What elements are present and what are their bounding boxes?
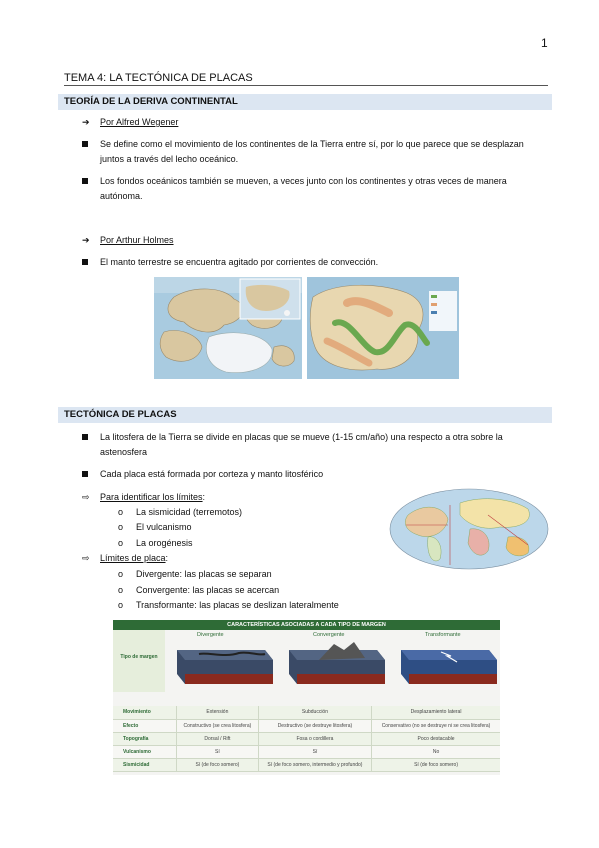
table-row bbox=[113, 732, 500, 745]
table-row-label: Vulcanismo bbox=[113, 745, 177, 758]
tectonica-item-1: La litosfera de la Tierra se divide en placas que se mueve (1-15 cm/año) una respecto a otra sobre la astenosfera bbox=[100, 432, 503, 457]
table-cell: Dorsal / Rift bbox=[177, 732, 259, 745]
list-item bbox=[82, 255, 546, 270]
circle-bullet-icon: o bbox=[118, 585, 124, 595]
holmes-label: Por Arthur Holmes bbox=[100, 235, 174, 245]
limits-suffix: : bbox=[165, 553, 169, 563]
square-bullet-icon bbox=[82, 255, 100, 270]
list-item bbox=[82, 174, 546, 204]
table-cell: Constructivo (se crea litosfera) bbox=[177, 719, 259, 732]
table-row-label: Efecto bbox=[113, 719, 177, 732]
identify-item-3: La orogénesis bbox=[136, 538, 193, 548]
pangea-map-image bbox=[154, 277, 302, 379]
table-cell: Sí bbox=[258, 745, 371, 758]
list-item bbox=[118, 505, 242, 520]
wegener-label: Por Alfred Wegener bbox=[100, 117, 179, 127]
wegener-item-2: Los fondos oceánicos también se mueven, a veces junto con los continentes y otras veces de manera autónoma. bbox=[100, 176, 507, 201]
identify-suffix: : bbox=[202, 492, 206, 502]
convection-map-image bbox=[307, 277, 459, 379]
arrow-right-icon: ➔ bbox=[82, 235, 90, 245]
column-header-convergente: Convergente bbox=[313, 632, 345, 638]
hollow-arrow-icon: ⇨ bbox=[82, 492, 90, 502]
circle-bullet-icon: o bbox=[118, 507, 124, 517]
table-cell: Extensión bbox=[177, 706, 259, 719]
limits-label-row bbox=[82, 551, 168, 566]
list-item bbox=[82, 430, 546, 460]
table-cell: Sí bbox=[177, 745, 259, 758]
table-cell: Conservativo (no se destruye ni se crea litosfera) bbox=[372, 719, 500, 732]
circle-bullet-icon: o bbox=[118, 522, 124, 532]
list-item bbox=[118, 567, 272, 582]
circle-bullet-icon: o bbox=[118, 538, 124, 548]
circle-bullet-icon: o bbox=[118, 569, 124, 579]
list-item bbox=[118, 583, 279, 598]
column-header-transformante: Transformante bbox=[425, 632, 461, 638]
table-cell: Poco destacable bbox=[372, 732, 500, 745]
figure-table-header: CARACTERÍSTICAS ASOCIADAS A CADA TIPO DE MARGEN bbox=[113, 620, 500, 630]
page-number: 1 bbox=[541, 36, 548, 50]
table-cell: Sí (de foco somero) bbox=[177, 758, 259, 771]
hollow-arrow-icon: ⇨ bbox=[82, 553, 90, 563]
table-row-label: Movimiento bbox=[113, 706, 177, 719]
limits-item-1: Divergente: las placas se separan bbox=[136, 569, 272, 579]
square-bullet-icon bbox=[82, 174, 100, 204]
wegener-item-1: Se define como el movimiento de los continentes de la Tierra entre sí, por lo que parece que se desplazan juntos a través del lecho oceánico. bbox=[100, 139, 524, 164]
identify-label-row bbox=[82, 490, 205, 505]
table-row bbox=[113, 719, 500, 732]
list-item bbox=[118, 536, 193, 551]
square-bullet-icon bbox=[82, 137, 100, 167]
limits-item-3: Transformante: las placas se deslizan lateralmente bbox=[136, 600, 339, 610]
list-item bbox=[118, 520, 192, 535]
table-cell: Destructivo (se destruye litosfera) bbox=[258, 719, 371, 732]
section-heading-tectonica: TECTÓNICA DE PLACAS bbox=[58, 407, 552, 423]
table-cell: Fosa o cordillera bbox=[258, 732, 371, 745]
margin-blocks-illustration bbox=[169, 640, 499, 692]
table-row-label: Topografía bbox=[113, 732, 177, 745]
table-cell: Desplazamiento lateral bbox=[372, 706, 500, 719]
table-row bbox=[113, 758, 500, 771]
holmes-item-1: El manto terrestre se encuentra agitado por corrientes de convección. bbox=[100, 257, 379, 267]
tectonica-item-2: Cada placa está formada por corteza y manto litosférico bbox=[100, 469, 324, 479]
list-item bbox=[82, 467, 546, 482]
list-item bbox=[82, 137, 546, 167]
row-label-type: Tipo de margen bbox=[120, 654, 158, 660]
table-cell: No bbox=[372, 745, 500, 758]
table-row bbox=[113, 745, 500, 758]
square-bullet-icon bbox=[82, 467, 100, 482]
limits-label: Límites de placa bbox=[100, 553, 166, 563]
table-cell: Sí (de foco somero) bbox=[372, 758, 500, 771]
plate-margins-table bbox=[113, 706, 500, 772]
arrow-right-icon: ➔ bbox=[82, 117, 90, 127]
table-row bbox=[113, 706, 500, 719]
square-bullet-icon bbox=[82, 430, 100, 460]
plate-margins-table-figure bbox=[113, 620, 500, 775]
holmes-label-row bbox=[82, 233, 546, 248]
table-cell: Sí (de foco somero, intermedio y profundo) bbox=[258, 758, 371, 771]
identify-label: Para identificar los límites bbox=[100, 492, 203, 502]
column-header-divergente: Divergente bbox=[197, 632, 224, 638]
table-row-label: Sismicidad bbox=[113, 758, 177, 771]
world-plates-map-image bbox=[388, 485, 550, 577]
identify-item-1: La sismicidad (terremotos) bbox=[136, 507, 243, 517]
identify-item-2: El vulcanismo bbox=[136, 522, 192, 532]
section-heading-deriva: TEORÍA DE LA DERIVA CONTINENTAL bbox=[58, 94, 552, 110]
limits-item-2: Convergente: las placas se acercan bbox=[136, 585, 280, 595]
circle-bullet-icon: o bbox=[118, 600, 124, 610]
list-item bbox=[118, 598, 339, 613]
wegener-label-row bbox=[82, 115, 546, 130]
document-title: TEMA 4: LA TECTÓNICA DE PLACAS bbox=[64, 72, 548, 86]
table-cell: Subducción bbox=[258, 706, 371, 719]
